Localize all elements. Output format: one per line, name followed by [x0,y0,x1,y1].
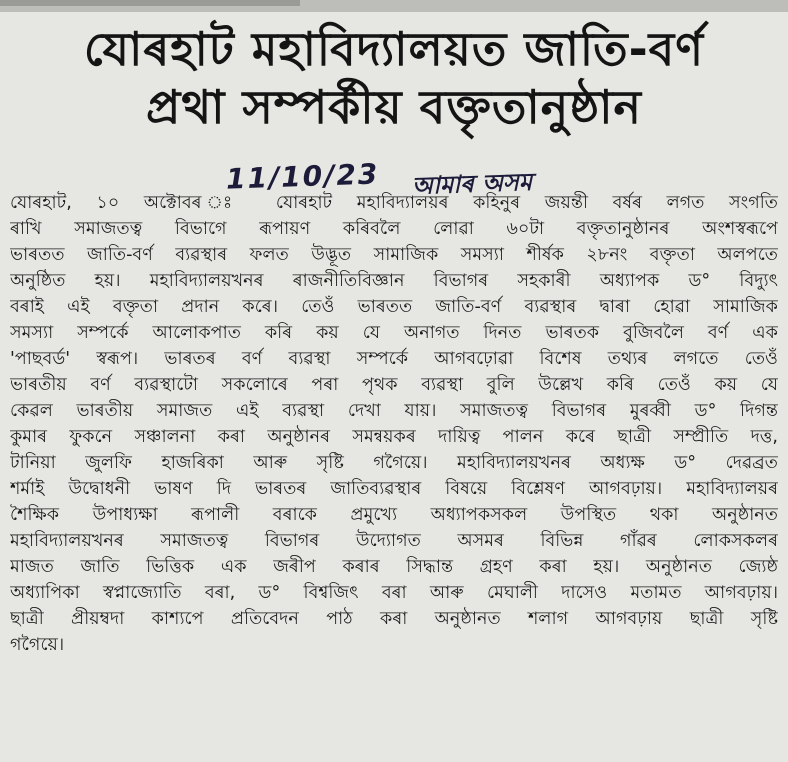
handwritten-date: 11/10/23 [225,157,380,196]
body-line: শৈক্ষিক উপাধ্যক্ষা ৰূপালী বৰাকে প্ৰমুখ্যে অধ্যাপকসকল উপস্থিত থকা অনুষ্ঠানত [10,505,778,525]
handwritten-newspaper-name: আমাৰ অসম [411,167,533,201]
body-line: ভাৰতীয় বৰ্ণ ব্যৱস্থাটো সকলোৰে পৰা পৃথক ব্যৱস্থা বুলি উল্লেখ কৰি তেওঁ কয় যে [10,375,778,395]
article-body [10,190,778,658]
body-line: শৰ্মাই উদ্বোধনী ভাষণ দি ভাৰতৰ জাতিব্যৱস্থাৰ বিষয়ে বিশ্লেষণ আগবঢ়ায়। মহাবিদ্যালয়ৰ [10,479,778,499]
scan-edge-shadow [0,0,300,6]
article-headline [0,20,788,136]
body-line: মহাবিদ্যালয়খনৰ সমাজতত্ব বিভাগৰ উদ্যোগত অসমৰ বিভিন্ন গাঁৱৰ লোকসকলৰ [10,531,778,551]
body-line: ৰাখি সমাজতত্ব বিভাগে ৰূপায়ণ কৰিবলৈ লোৱা ৬০টা বক্তৃতানুষ্ঠানৰ অংশস্বৰূপে [10,219,778,239]
body-line: ছাত্ৰী প্ৰীয়ম্বদা কাশ্যপে প্ৰতিবেদন পাঠ কৰা অনুষ্ঠানত শলাগ আগবঢ়ায় ছাত্ৰী সৃষ্টি [10,609,778,629]
body-line: সমস্যা সম্পৰ্কে আলোকপাত কৰি কয় যে অনাগত দিনত ভাৰতক বুজিবলৈ বৰ্ণ এক [10,323,778,343]
body-line: বৰাই এই বক্তৃতা প্ৰদান কৰে। তেওঁ ভাৰতত জাতি-বৰ্ণ ব্যৱস্থাৰ দ্বাৰা হোৱা সামাজিক [10,297,778,317]
body-line: কেৱল ভাৰতীয় সমাজত এই ব্যৱস্থা দেখা যায়। সমাজতত্ব বিভাগৰ মুৰব্বী ড° দিগন্ত [10,401,778,421]
body-line: অনুষ্ঠিত হয়। মহাবিদ্যালয়খনৰ ৰাজনীতিবিজ্ঞান বিভাগৰ সহকাৰী অধ্যাপক ড° বিদ্যুৎ [10,271,778,291]
body-line: কুমাৰ ফুকনে সঞ্চালনা কৰা অনুষ্ঠানৰ সমন্বয়কৰ দায়িত্ব পালন কৰে ছাত্ৰী সম্প্ৰীতি দত্ত, [10,427,778,447]
body-line: গগৈয়ে। [10,635,65,655]
body-line: যোৰহাট, ১০ অক্টোবৰ ঃ যোৰহাট মহাবিদ্যালয়ৰ কহিনুৰ জয়ন্তী বৰ্ষৰ লগত সংগতি [10,193,778,213]
body-line: মাজত জাতি ভিত্তিক এক জৰীপ কৰাৰ সিদ্ধান্ত গ্ৰহণ কৰা হয়। অনুষ্ঠানত জ্যেষ্ঠ [10,557,778,577]
body-line: অধ্যাপিকা স্বপ্নাজ্যোতি বৰা, ড° বিশ্বজিৎ বৰা আৰু মেঘালী দাসেও মতামত আগবঢ়ায়। [10,583,778,603]
headline-line-2: প্ৰথা সম্পৰ্কীয় বক্তৃতানুষ্ঠান [146,80,642,134]
body-line: ভাৰতত জাতি-বৰ্ণ ব্যৱস্থাৰ ফলত উদ্ভূত সামাজিক সমস্যা শীৰ্ষক ২৮নং বক্তৃতা অলপতে [10,245,778,265]
body-line: 'পাছবৰ্ড' স্বৰূপ। ভাৰতৰ বৰ্ণ ব্যৱস্থা সম্পৰ্কে আগবঢ়োৱা বিশেষ তথ্যৰ লগতে তেওঁ [10,349,778,369]
headline-line-1: যোৰহাট মহাবিদ্যালয়ত জাতি-বৰ্ণ [83,22,705,76]
body-line: টানিয়া জুলফি হাজৰিকা আৰু সৃষ্টি গগৈয়ে। মহাবিদ্যালয়খনৰ অধ্যক্ষ ড° দেৱব্ৰত [10,453,778,473]
